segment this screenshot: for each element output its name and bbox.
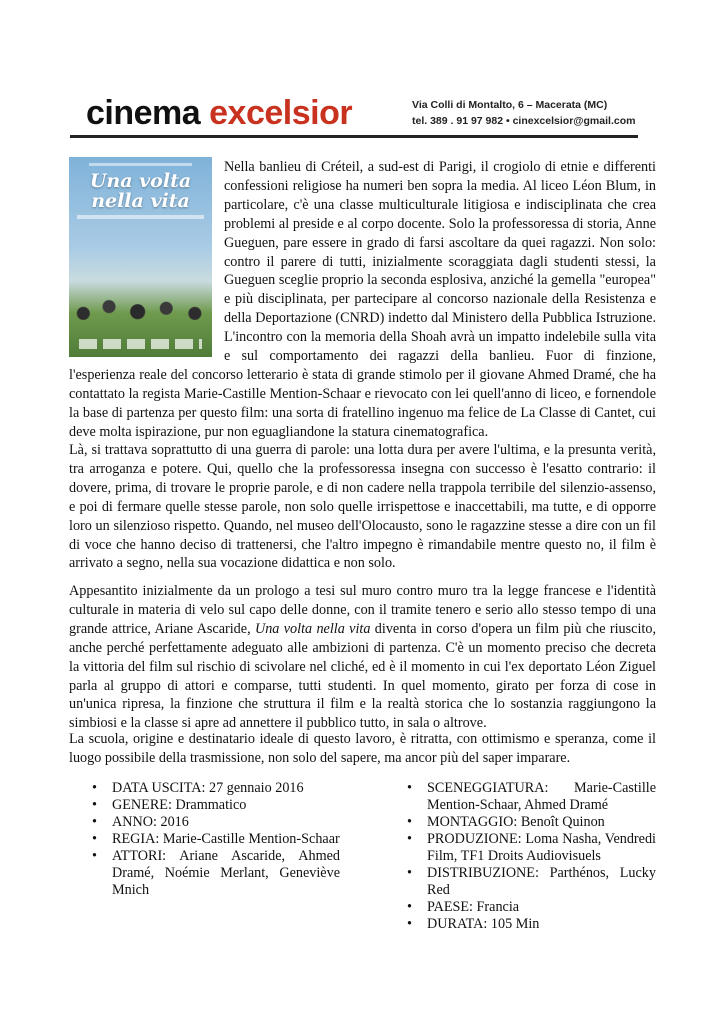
header-divider	[70, 135, 638, 138]
cinema-logo	[86, 96, 352, 130]
detail-production: • PRODUZIONE: Loma Nasha, Vendredi Film, TF1 Droits Audiovisuels	[405, 831, 656, 865]
poster-title: Una volta nella vita	[89, 170, 192, 212]
review-paragraph-2: Là, si trattava soprattutto di una guerra di parole: una lotta dura per avere l'ultima, e la presunta verità, tra arroganza e potere. Qui, quello che la professoressa insegna con successo è l'esatto contrario: il dovere, prima, di trovare le proprie parole, e di non cadere nella trappola terribile del silenzio-assenso, e poi di fermare quelle stesse parole, non solo quelle irrispettose e inaccettabili, ma tutte, e di opporre loro un silenzioso rispetto. Quando, nel museo dell'Olocausto, sono le ragazzine stesse a dire con un fil di voce che hanno deciso di trattenersi, che l'altro impegno è rimandabile mentre questo no, il film è arrivato a segno, nella sua vocazione didattica e non solo.	[69, 442, 656, 572]
cinema-address: Via Colli di Montalto, 6 – Macerata (MC)	[412, 99, 608, 111]
detail-distribution: • DISTRIBUZIONE: Parthénos, Lucky Red	[405, 865, 656, 899]
logo-word-excelsior: excelsior	[209, 94, 353, 132]
paragraph-3-part-2: diventa in corso d'opera un film più che riuscito, anche perché perfettamente adeguato alle ambizioni di partenza. C'è un momento preciso che decreta la vittoria del film sul rischio di scivolare nel cliché, ed è il momento in cui l'ex deportato Léon Ziguel parla al gruppo di attori e comparse, tutti studenti. In quel momento, girato per forza di cose in un'unica ripresa, la finzione che struttura il film e la realtà storica che lo sostanzia raggiungono la simbiosi e la classe si apre ad annettere il pubblico tutto, in sala o altrove.	[69, 620, 656, 732]
detail-release-date: • DATA USCITA: 27 gennaio 2016	[90, 780, 340, 797]
detail-year: • ANNO: 2016	[90, 814, 340, 831]
cinema-header	[70, 88, 638, 138]
film-details-right	[405, 780, 656, 933]
detail-editing: • MONTAGGIO: Benoît Quinon	[405, 814, 656, 831]
detail-genre: • GENERE: Drammatico	[90, 797, 340, 814]
cinema-phone-email: tel. 389 . 91 97 982 • cinexcelsior@gmail.com	[412, 115, 636, 127]
review-paragraph-1-text: Nella banlieu di Créteil, a sud-est di Parigi, il crogiolo di etnie e differenti confessioni religiose ha numeri ben sopra la media. Al liceo Léon Blum, in particolare, c'è una classe multiculturale litigiosa e indisciplinata che crea problemi al preside e al corpo docente. Solo la professoressa di storia, Anne Gueguen, pare essere in grado di farsi ascoltare da quei ragazzi. Non solo: contro il parere di tutti, inizialmente scoraggiata dagli studenti stessi, la Gueguen sceglie proprio la seconda esplosiva, anziché la gemella "europea" e più disciplinata, per partecipare al concorso nazionale della Resistenza e della Deportazione (CNRD) indetto dal Ministero della Pubblica Istruzione. L'incontro con la memoria della Shoah avrà un impatto indelebile sulla vita e sul comportamento dei ragazzi della banlieu. Fuor di finzione, l'esperienza reale del concorso letterario è stata di grande stimolo per il giovane Ahmed Dramé, che ha contattato la regista Marie-Castille Mention-Schaar e rievocato con lei quell'anno di liceo, e fornendole la base di partenza per questo film: una sorta di fratellino ingenuo ma felice de La Classe di Cantet, cui deve molta ispirazione, pur non eguagliandone la statura cinematografica.	[69, 159, 656, 440]
film-title-italic: Una volta nella vita	[254, 620, 371, 637]
detail-director: • REGIA: Marie-Castille Mention-Schaar	[90, 831, 340, 848]
review-paragraph-4: La scuola, origine e destinatario ideale di questo lavoro, è ritratta, con ottimismo e speranza, come il luogo possibile della trasmissione, non solo del sapere, ma ancor più del saper imparare.	[69, 731, 656, 766]
logo-word-cinema: cinema	[86, 94, 201, 132]
film-details-left	[90, 780, 340, 899]
paragraph-3-part-1: Appesantito inizialmente da un prologo a tesi sul muro contro muro tra la legge francese e l'identità culturale in materia di velo sul capo delle donne, con il tramite tenero e serio allo stesso tempo di una grande attrice, Ariane Ascaride,	[69, 583, 656, 637]
detail-cast: • ATTORI: Ariane Ascaride, Ahmed Dramé, Noémie Merlant, Geneviève Mnich	[90, 848, 340, 899]
review-paragraph-3	[69, 582, 656, 733]
poster-float-spacer	[69, 158, 224, 355]
detail-duration: • DURATA: 105 Min	[405, 916, 656, 933]
cinema-contact-block	[412, 97, 635, 129]
detail-country: • PAESE: Francia	[405, 899, 656, 916]
review-paragraph-1	[69, 158, 656, 442]
detail-screenplay: • SCENEGGIATURA: Marie-Castille Mention-Schaar, Ahmed Dramé	[405, 780, 656, 814]
